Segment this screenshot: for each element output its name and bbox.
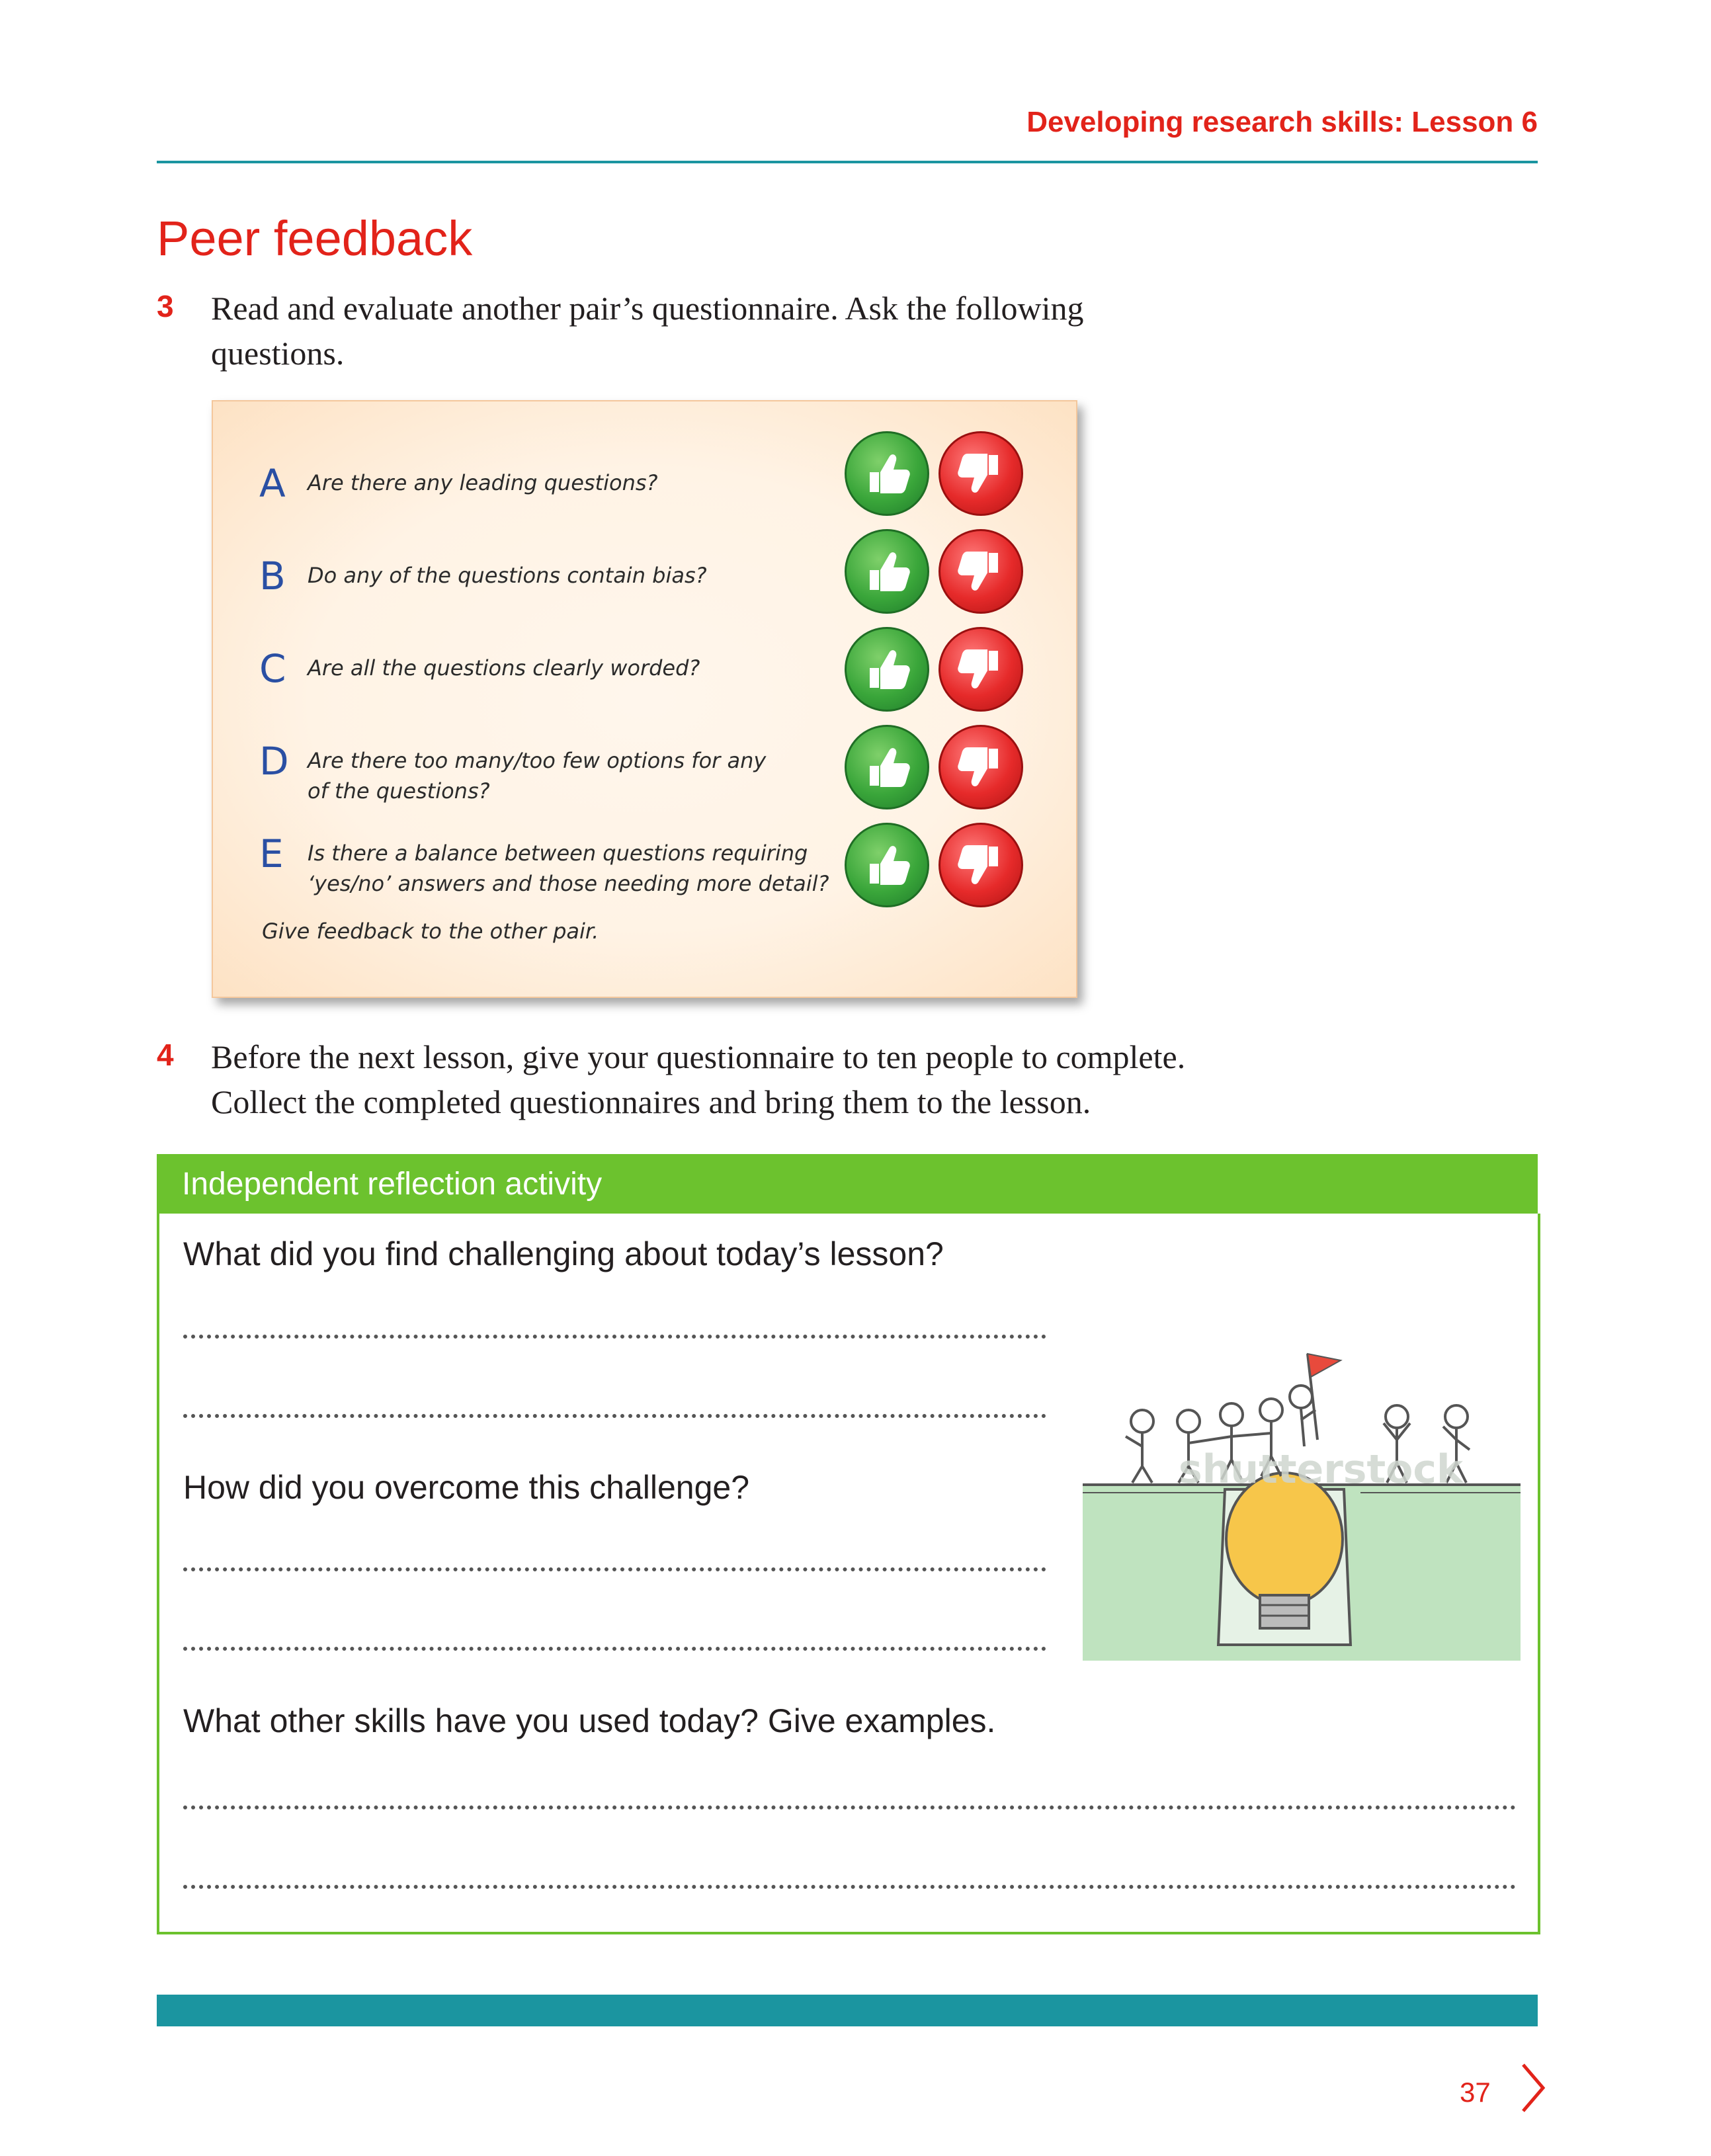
- running-head: Developing research skills: Lesson 6: [1026, 106, 1538, 138]
- thumbs-down-icon[interactable]: [939, 627, 1023, 712]
- thumbs-down-icon[interactable]: [939, 431, 1023, 516]
- thumbs-down-icon[interactable]: [939, 529, 1023, 614]
- reflection-question-3: What other skills have you used today? Give examples.: [183, 1702, 996, 1739]
- page-number: 37: [1460, 2077, 1491, 2108]
- thumbs-up-icon[interactable]: [845, 823, 929, 907]
- answer-line[interactable]: [183, 1414, 1046, 1418]
- section-title: Peer feedback: [157, 211, 473, 266]
- task-text-line2: Collect the completed questionnaires and bring them to the lesson.: [211, 1083, 1091, 1120]
- task-text-line1: Before the next lesson, give your questionnaire to ten people to complete.: [211, 1038, 1186, 1075]
- reflection-heading: Independent reflection activity: [182, 1167, 603, 1202]
- task-text-line2: questions.: [211, 335, 345, 372]
- thumb-column: [845, 431, 1023, 907]
- answer-line[interactable]: [183, 1567, 1046, 1571]
- reflection-header: [157, 1154, 1538, 1214]
- card-letter: B: [259, 554, 286, 599]
- answer-line[interactable]: [183, 1805, 1516, 1809]
- card-question: Are there too many/too few options for any: [308, 748, 767, 773]
- reflection-question-1: What did you find challenging about today’s lesson?: [183, 1235, 944, 1272]
- answer-line[interactable]: [183, 1335, 1046, 1339]
- card-letter: D: [259, 739, 289, 784]
- card-question: Is there a balance between questions requiring: [308, 841, 808, 866]
- task-text-line1: Read and evaluate another pair’s questionnaire. Ask the following: [211, 290, 1084, 327]
- thumbs-down-icon[interactable]: [939, 725, 1023, 809]
- card-question: Are there any leading questions?: [308, 470, 658, 495]
- chevron-right-icon[interactable]: [1517, 2061, 1550, 2114]
- card-question-cont: of the questions?: [308, 778, 490, 804]
- evaluation-card: [212, 400, 1077, 998]
- thumbs-down-icon[interactable]: [939, 823, 1023, 907]
- card-question: Are all the questions clearly worded?: [308, 655, 700, 681]
- task-number: 3: [157, 289, 174, 323]
- task-number: 4: [157, 1038, 174, 1072]
- header-rule: [157, 161, 1538, 163]
- thumbs-up-icon[interactable]: [845, 529, 929, 614]
- card-question-cont: ‘yes/no’ answers and those needing more detail?: [308, 871, 829, 896]
- thumbs-up-icon[interactable]: [845, 627, 929, 712]
- thumbs-up-icon[interactable]: [845, 725, 929, 809]
- watermark-text: shutterstock: [1179, 1446, 1463, 1493]
- answer-line[interactable]: [183, 1647, 1046, 1651]
- reflection-question-2: How did you overcome this challenge?: [183, 1469, 750, 1506]
- answer-line[interactable]: [183, 1885, 1516, 1889]
- thumbs-up-icon[interactable]: [845, 431, 929, 516]
- lightbulb-teamwork-illustration: [1083, 1248, 1521, 1661]
- card-footer: Give feedback to the other pair.: [262, 919, 599, 944]
- card-letter: C: [259, 646, 286, 691]
- card-letter: A: [259, 461, 286, 506]
- card-letter: E: [259, 831, 284, 876]
- card-question: Do any of the questions contain bias?: [308, 563, 707, 588]
- footer-bar: [157, 1995, 1538, 2026]
